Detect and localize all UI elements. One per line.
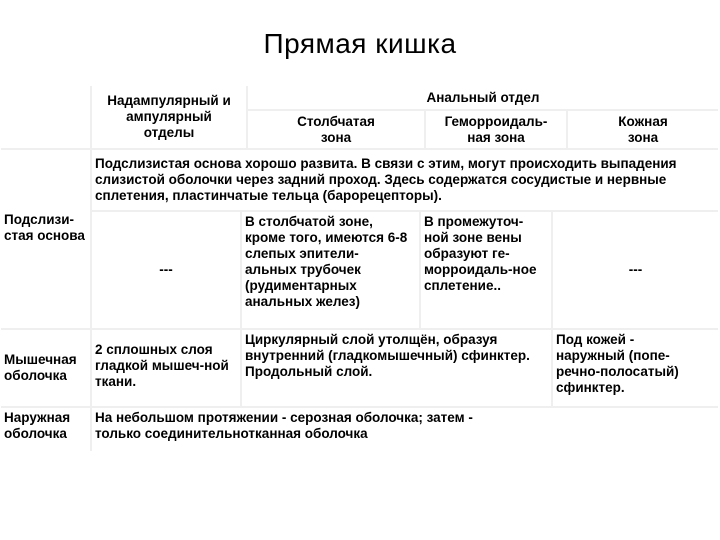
outer-label-text: Наружная оболочка xyxy=(4,410,71,441)
header-skin-zone xyxy=(568,111,718,148)
submucosa-hemorrhoidal-text: В промежуточ-ной зоне вены образуют ге-морроидаль-ное сплетение.. xyxy=(424,214,537,293)
header-hemorrhoidal-zone xyxy=(426,111,566,148)
muscular-supra-cell xyxy=(92,330,240,406)
submucosa-label-cell xyxy=(1,210,90,328)
submucosa-label-top xyxy=(1,150,90,210)
submucosa-skin-cell xyxy=(553,212,718,328)
header-hemorrhoidal-zone-text: Геморроидаль-ная зона xyxy=(444,113,548,145)
muscular-label-text: Мышечная оболочка xyxy=(4,352,77,383)
header-supra-ampullary xyxy=(92,86,246,148)
muscular-label-cell xyxy=(1,330,90,406)
muscular-skin-cell xyxy=(553,330,718,406)
header-anal-section xyxy=(248,86,718,109)
outer-label-cell xyxy=(1,408,90,451)
muscular-supra-text: 2 сплошных слоя гладкой мышеч-ной ткани. xyxy=(95,342,229,389)
submucosa-columnar-text: В столбчатой зоне, кроме того, имеются 6-8 слепых эпители-альных трубочек (рудиментарных анальных желез) xyxy=(245,214,408,309)
muscular-columnar-hemorrhoidal-cell xyxy=(242,330,551,406)
rectum-table xyxy=(1,86,718,451)
submucosa-label-text: Подслизи-стая основа xyxy=(4,212,85,243)
page-title: Прямая кишка xyxy=(263,28,457,59)
submucosa-supra-cell xyxy=(92,212,240,328)
header-skin-zone-text: Кожная зона xyxy=(618,113,668,145)
header-columnar-zone xyxy=(248,111,424,148)
header-anal-section-text: Анальный отдел xyxy=(426,89,540,105)
corner-cell xyxy=(1,86,90,148)
submucosa-hemorrhoidal-cell xyxy=(421,212,551,328)
muscular-columnar-hemorrhoidal-text: Циркулярный слой утолщён, образуя внутренний (гладкомышечный) сфинктер. Продольный слой. xyxy=(245,332,530,379)
muscular-skin-text: Под кожей - наружный (попе-речно-полосатый) сфинктер. xyxy=(556,332,679,395)
submucosa-skin-text: --- xyxy=(628,262,643,277)
submucosa-supra-text: --- xyxy=(159,262,173,277)
outer-content-text: На небольшом протяжении - серозная оболочка; затем - только соединительнотканная оболочка xyxy=(95,410,473,441)
submucosa-intro-text: Подслизистая основа хорошо развита. В связи с этим, могут происходить выпадения слизистой оболочки через задний проход. Здесь содержатся сосудистые и нервные сплетения, пластинчатые тельца (барорецепторы). xyxy=(95,156,677,203)
header-columnar-zone-text: Столбчатая зона xyxy=(297,113,375,145)
submucosa-columnar-cell xyxy=(242,212,419,328)
header-supra-ampullary-text: Надампулярный и ампулярный отделы xyxy=(107,93,231,140)
submucosa-intro-cell xyxy=(92,150,718,210)
outer-content-cell xyxy=(92,408,718,451)
